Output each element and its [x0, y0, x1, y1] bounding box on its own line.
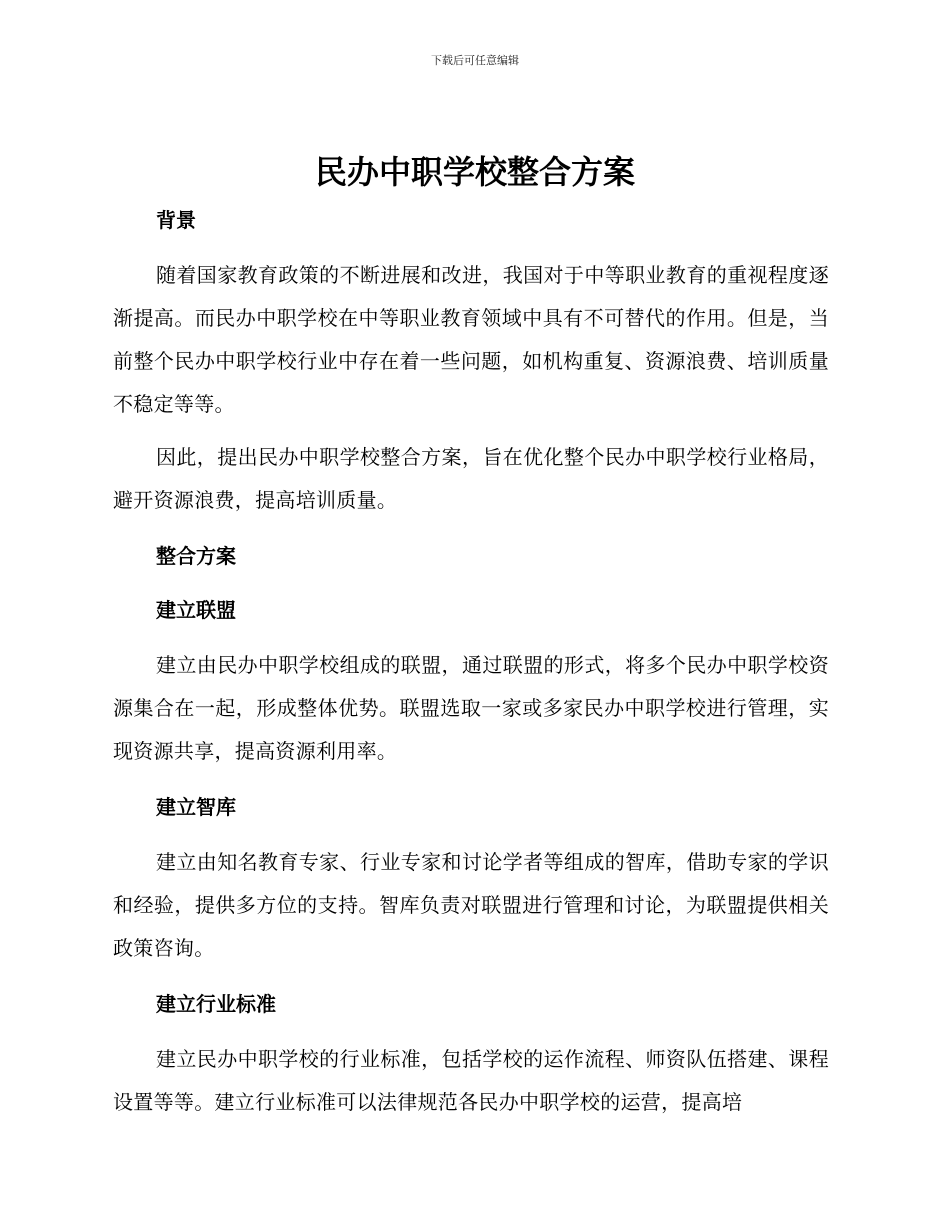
document-body — [113, 200, 829, 1124]
section-heading-background: 背景 — [156, 208, 196, 232]
subsection-heading-alliance: 建立联盟 — [156, 598, 236, 622]
subsection-heading-standard: 建立行业标准 — [156, 992, 276, 1016]
document-title: 民办中职学校整合方案 — [314, 153, 635, 191]
section-heading-plan: 整合方案 — [156, 544, 236, 568]
paragraph-background-1: 随着国家教育政策的不断进展和改进，我国对于中等职业教育的重视程度逐渐提高。而民办中职学校在中等职业教育领域中具有不可替代的作用。但是，当前整个民办中职学校行业中存在着一些问题，如机构重复、资源浪费、培训质量不稳定等等。 — [113, 263, 829, 416]
subsection-heading-thinktank: 建立智库 — [156, 795, 236, 819]
paragraph-alliance: 建立由民办中职学校组成的联盟，通过联盟的形式，将多个民办中职学校资源集合在一起，形成整体优势。联盟选取一家或多家民办中职学校进行管理，实现资源共享，提高资源利用率。 — [113, 653, 829, 763]
paragraph-thinktank: 建立由知名教育专家、行业专家和讨论学者等组成的智库，借助专家的学识和经验，提供多方位的支持。智库负责对联盟进行管理和讨论，为联盟提供相关政策咨询。 — [113, 850, 829, 960]
paragraph-standard: 建立民办中职学校的行业标准，包括学校的运作流程、师资队伍搭建、课程设置等等。建立行业标准可以法律规范各民办中职学校的运营，提高培 — [113, 1047, 829, 1114]
page-header: 下载后可任意编辑 — [431, 54, 519, 67]
paragraph-background-2: 因此，提出民办中职学校整合方案，旨在优化整个民办中职学校行业格局，避开资源浪费，提高培训质量。 — [113, 445, 829, 512]
